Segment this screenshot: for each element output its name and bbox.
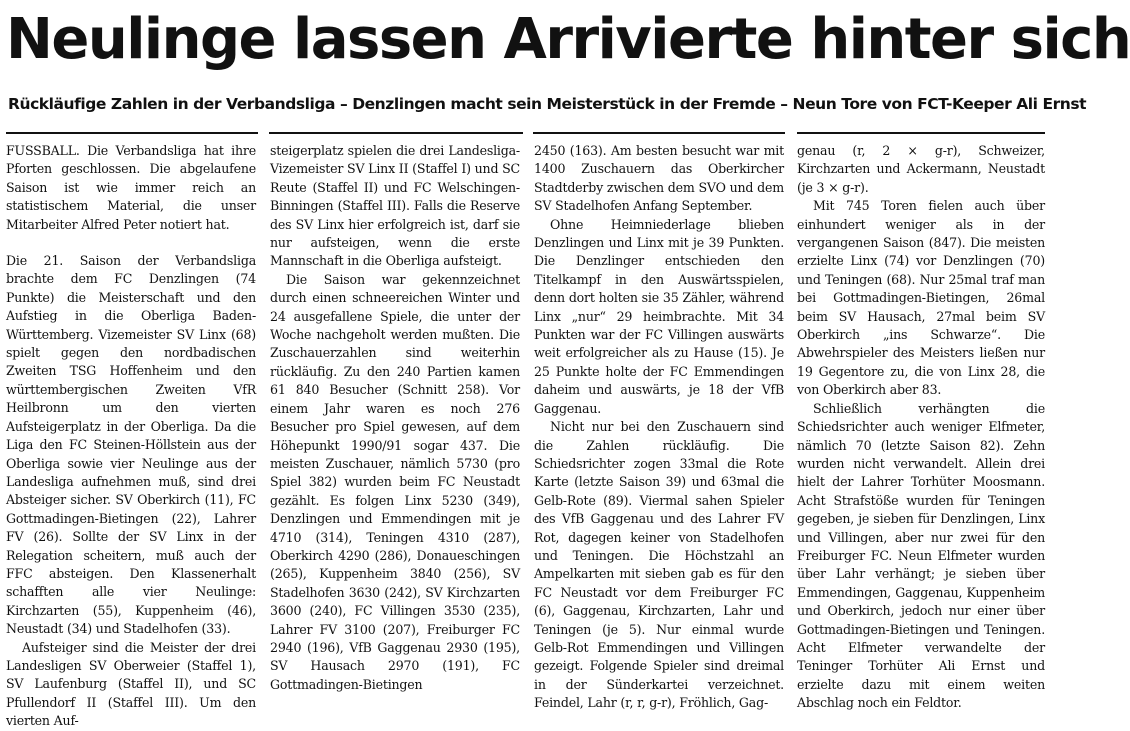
body-paragraph: Die 21. Saison der Verbandsliga brachte dem FC Denzlingen (74 Punkte) die Meisterschaft und den Aufstieg in die Oberliga Baden-Württemberg. Vizemeister SV Linx (68) spielt gegen den nordbadischen Zweiten TSG Hoffenheim und den württembergischen Zweiten VfR Heilbronn um den vierten Aufsteigerplatz in der Oberliga. Da die Liga den FC Steinen-Höllstein aus der Oberliga sowie vier Neulinge aus der Landesliga aufnehmen muß, sind drei Absteiger sicher. SV Oberkirch (11), FC Gottmadingen-Bietingen (22), Lahrer FV (26). Sollte der SV Linx in der Relegation scheitern, muß auch der FFC absteigen. Den Klassenerhalt schafften alle vier Neulinge: Kirchzarten (55), Kuppenheim (46), Neustadt (34) und Stadelhofen (33).	[6, 253, 256, 637]
column-rule-4	[797, 132, 1045, 134]
column-rule-1	[6, 132, 258, 134]
subheadline: Rückläufige Zahlen in der Verbandsliga – Denzlingen macht sein Meisterstück in der Fremde – Neun Tore von FCT-Keeper Ali Ernst	[8, 95, 1087, 113]
intro-paragraph: FUSSBALL. Die Verbandsliga hat ihre Pforten geschlossen. Die abgelaufene Saison ist wie immer reich an statistischem Material, die unser Mitarbeiter Alfred Peter notiert hat.	[6, 143, 256, 232]
body-paragraph: Aufsteiger sind die Meister der drei Landesligen SV Oberweier (Staffel 1), SV Laufenburg (Staffel II), und SC Pfullendorf II (Staffel III). Um den vierten Auf-	[6, 639, 256, 729]
body-paragraph: Die Saison war gekennzeichnet durch einen schneereichen Winter und 24 ausgefallene Spiele, die unter der Woche nachgeholt werden mußten. Die Zuschauerzahlen sind weiterhin rückläufig. Zu den 240 Partien kamen 61 840 Besucher (Schnitt 258). Vor einem Jahr waren es noch 276 Besucher pro Spiel gewesen, auf dem Höhepunkt 1990/91 sogar 437. Die meisten Zuschauer, nämlich 5730 (pro Spiel 382) wurden beim FC Neustadt gezählt. Es folgen Linx 5230 (349), Denzlingen und Emmendingen mit je 4710 (314), Teningen 4310 (287), Oberkirch 4290 (286), Donaueschingen (265), Kuppenheim 3840 (256), SV Stadelhofen 3630 (242), SV Kirchzarten 3600 (240), FC Villingen 3530 (235), Lahrer FV 3100 (207), Freiburger FC 2940 (196), VfB Gaggenau 2930 (195), SV Hausach 2970 (191), FC Gottmadingen-Bietingen	[270, 271, 520, 692]
article-column-3	[534, 142, 784, 711]
body-paragraph: Ohne Heimniederlage blieben Denzlingen und Linx mit je 39 Punkten. Die Denzlinger entschieden den Titelkampf in den Auswärtsspielen, denn dort holten sie 35 Zähler, während Linx „nur“ 29 heimbrachte. Mit 34 Punkten war der FC Villingen auswärts weit erfolgreicher als zu Hause (15). Je 25 Punkte holte der FC Emmendingen daheim und auswärts, je 18 der VfB Gaggenau.	[534, 216, 784, 416]
body-paragraph: 2450 (163). Am besten besucht war mit 1400 Zuschauern das Oberkircher Stadtderby zwischen dem SVO und dem SV Stadelhofen Anfang September.	[534, 143, 784, 214]
column-rule-3	[533, 132, 785, 134]
column-rule-2	[269, 132, 523, 134]
article-column-1	[6, 142, 256, 729]
body-paragraph: Mit 745 Toren fielen auch über einhundert weniger als in der vergangenen Saison (847). Die meisten erzielte Linx (74) vor Denzlingen (70) und Teningen (68). Nur 25mal traf man bei Gottmadingen-Bietingen, 26mal beim SV Hausach, 27mal beim SV Oberkirch „ins Schwarze“. Die Abwehrspieler des Meisters ließen nur 19 Gegentore zu, die von Linx 28, die von Oberkirch aber 83.	[797, 198, 1045, 398]
body-paragraph: Schließlich verhängten die Schiedsrichter auch weniger Elfmeter, nämlich 70 (letzte Saison 82). Zehn wurden nicht verwandelt. Allein drei hielt der Lahrer Torhüter Moosmann. Acht Strafstöße wurden für Teningen gegeben, je sieben für Denzlingen, Linx und Villingen, aber nur zwei für den Freiburger FC. Neun Elfmeter wurden über Lahr verhängt; je sieben über Emmendingen, Gaggenau, Kuppenheim und Oberkirch, jedoch nur einer über Gottmadingen-Bietingen und Teningen. Acht Elfmeter verwandelte der Teninger Torhüter Ali Ernst und erzielte dazu mit einem weiten Abschlag noch ein Feldtor.	[797, 400, 1045, 711]
body-paragraph: genau (r, 2 × g-r), Schweizer, Kirchzarten und Ackermann, Neustadt (je 3 × g-r).	[797, 143, 1045, 195]
article-column-2	[270, 142, 520, 692]
headline: Neulinge lassen Arrivierte hinter sich	[6, 7, 1130, 72]
article-column-4	[797, 142, 1045, 711]
body-paragraph: steigerplatz spielen die drei Landesliga-Vizemeister SV Linx II (Staffel I) und SC Reute (Staffel II) und FC Welschingen-Binningen (Staffel III). Falls die Reserve des SV Linx hier erfolgreich ist, darf sie nur aufsteigen, wenn die erste Mannschaft in die Oberliga aufsteigt.	[270, 143, 520, 269]
body-paragraph: Nicht nur bei den Zuschauern sind die Zahlen rückläufig. Die Schiedsrichter zogen 33mal die Rote Karte (letzte Saison 39) und 63mal die Gelb-Rote (89). Viermal sahen Spieler des VfB Gaggenau und des Lahrer FV Rot, dagegen keiner von Stadelhofen und Teningen. Die Höchstzahl an Ampelkarten mit sieben gab es für den FC Neustadt vor dem Freiburger FC (6), Gaggenau, Kirchzarten, Lahr und Teningen (je 5). Nur einmal wurde Gelb-Rot Emmendingen und Villingen gezeigt. Folgende Spieler sind dreimal in der Sünderkartei verzeichnet. Feindel, Lahr (r, r, g-r), Fröhlich, Gag-	[534, 419, 784, 711]
